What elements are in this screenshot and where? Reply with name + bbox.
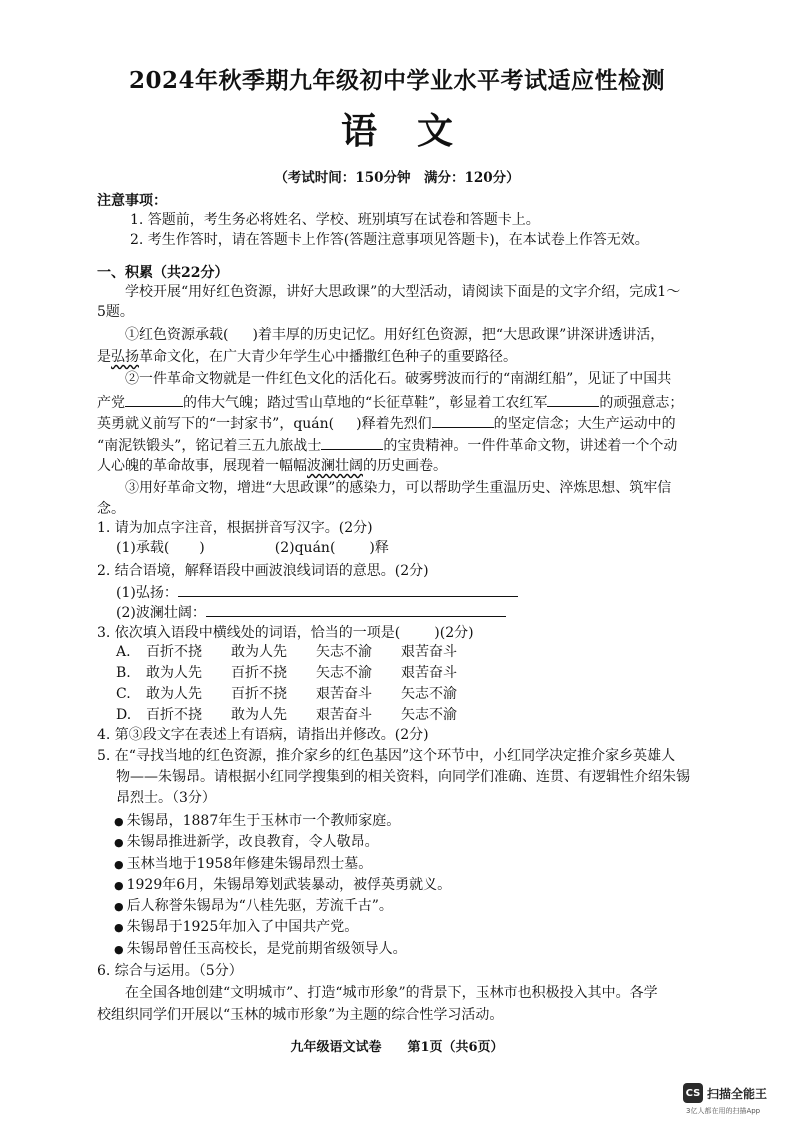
page-footer: 九年级语文试卷 第1页（共6页）	[290, 1040, 504, 1055]
section-heading: 一、积累（共22分）	[97, 265, 229, 281]
question-2-stem: 2. 结合语境，解释语段中画波浪线词语的意思。(2分)	[97, 563, 429, 579]
exam-title: 2024年秋季期九年级初中学业水平考试适应性检测	[128, 67, 665, 94]
blank-1	[125, 392, 183, 407]
section-intro-line-2: 5题。	[97, 304, 134, 320]
fact-item: ● 朱锡昂曾任玉高校长，是党前期省级领导人。	[114, 941, 407, 957]
bullet-icon: ●	[114, 900, 124, 913]
bullet-icon: ●	[114, 943, 124, 956]
fact-item: ● 朱锡昂推进新学，改良教育，令人敬昂。	[114, 834, 379, 850]
question-3-stem: 3. 依次填入语段中横线处的词语，恰当的一项是( )(2分)	[97, 625, 474, 641]
question-6-line-1: 在全国各地创建“文明城市”、打造“城市形象”的背景下，玉林市也积极投入其中。各学	[125, 985, 658, 1001]
question-4-stem: 4. 第③段文字在表述上有语病，请指出并修改。(2分)	[97, 727, 429, 743]
bullet-icon: ●	[114, 858, 124, 871]
question-1-parts: (1)承载( ) (2)quán( )释	[116, 540, 389, 556]
notes-item-2: 2. 考生作答时，请在答题卡上作答(答题注意事项见答题卡)，在本试卷上作答无效。	[130, 232, 649, 248]
wavy-term-bolanzhuangkuo: 波澜壮阔	[307, 458, 363, 474]
option-d: D.百折不挠 敢为人先 艰苦奋斗 矢志不渝	[116, 707, 457, 723]
passage-line: 产党 的伟大气魄；踏过雪山草地的“长征草鞋”，彰显着工农红军 的顽强意志；	[97, 392, 683, 413]
fact-item: ● 1929年6月，朱锡昂筹划武装暴动，被俘英勇就义。	[114, 877, 452, 893]
exam-info: （考试时间：150分钟 满分：120分）	[274, 170, 520, 186]
passage-line: ③用好革命文物，增进“大思政课”的感染力，可以帮助学生重温历史、淬炼思想、筑牢信	[125, 480, 672, 496]
option-b: B.敢为人先 百折不挠 矢志不渝 艰苦奋斗	[116, 665, 457, 681]
notes-heading: 注意事项：	[97, 193, 167, 209]
bullet-icon: ●	[114, 836, 124, 849]
blank-2	[547, 392, 599, 407]
notes-item-1: 1. 答题前，考生务必将姓名、学校、班别填写在试卷和答题卡上。	[130, 212, 540, 228]
question-1-stem: 1. 请为加点字注音，根据拼音写汉字。(2分)	[97, 520, 373, 536]
option-a: A.百折不挠 敢为人先 矢志不渝 艰苦奋斗	[116, 644, 457, 660]
question-5-stem-1: 5. 在“寻找当地的红色资源，推介家乡的红色基因”这个环节中，小红同学决定推介家乡英雄人	[97, 748, 676, 764]
question-6-stem: 6. 综合与运用。（5分）	[97, 963, 243, 979]
passage-line: ②一件革命文物就是一件红色文化的活化石。破雾劈波而行的“南湖红船”，见证了中国共	[125, 371, 672, 387]
answer-line	[178, 582, 518, 597]
fact-item: ● 后人称誉朱锡昂为“八桂先驱，芳流千古”。	[114, 898, 393, 914]
watermark-name: 扫描全能王	[707, 1086, 768, 1101]
blank-3	[432, 413, 494, 428]
fact-item: ● 玉林当地于1958年修建朱锡昂烈士墓。	[114, 856, 373, 872]
passage-line: 念。	[97, 501, 125, 517]
passage-line: 人心魄的革命故事，展现着一幅幅波澜壮阔的历史画卷。	[97, 458, 447, 474]
answer-line	[206, 602, 506, 617]
passage-line: ①红色资源承载( )着丰厚的历史记忆。用好红色资源，把“大思政课”讲深讲透讲活，	[125, 327, 665, 343]
passage-line: 是弘扬革命文化，在广大青少年学生心中播撒红色种子的重要路径。	[97, 349, 517, 365]
question-2-item-2: (2)波澜壮阔：	[116, 602, 506, 623]
scanner-watermark	[683, 1083, 767, 1103]
watermark-tagline: 3亿人都在用的扫描App	[686, 1107, 761, 1115]
fact-item: ● 朱锡昂于1925年加入了中国共产党。	[114, 919, 359, 935]
question-6-line-2: 校组织同学们开展以“玉林的城市形象”为主题的综合性学习活动。	[97, 1007, 504, 1023]
camscanner-logo-icon: CS	[683, 1083, 703, 1103]
fact-item: ● 朱锡昂，1887年生于玉林市一个教师家庭。	[114, 813, 401, 829]
passage-line: 英勇就义前写下的“一封家书”，quán( )释着先烈们 的坚定信念；大生产运动中的	[97, 413, 676, 434]
passage-line: “南泥铁锻头”，铭记着三五九旅战士 的宝贵精神。一件件革命文物，讲述着一个个动	[97, 435, 677, 456]
question-2-item-1: (1)弘扬：	[116, 582, 518, 603]
question-5-stem-3: 昂烈士。（3分）	[116, 790, 216, 806]
option-c: C.敢为人先 百折不挠 艰苦奋斗 矢志不渝	[116, 686, 457, 702]
bullet-icon: ●	[114, 921, 124, 934]
wavy-term-hongyang: 弘扬	[111, 349, 139, 365]
subject-title: 语文	[340, 110, 493, 152]
bullet-icon: ●	[114, 815, 124, 828]
question-5-stem-2: 物——朱锡昂。请根据小红同学搜集到的相关资料，向同学们准确、连贯、有逻辑性介绍朱锡	[116, 769, 690, 785]
blank-4	[321, 435, 383, 450]
section-intro-line-1: 学校开展“用好红色资源，讲好大思政课”的大型活动，请阅读下面是的文字介绍，完成1～	[125, 284, 681, 300]
bullet-icon: ●	[114, 879, 124, 892]
